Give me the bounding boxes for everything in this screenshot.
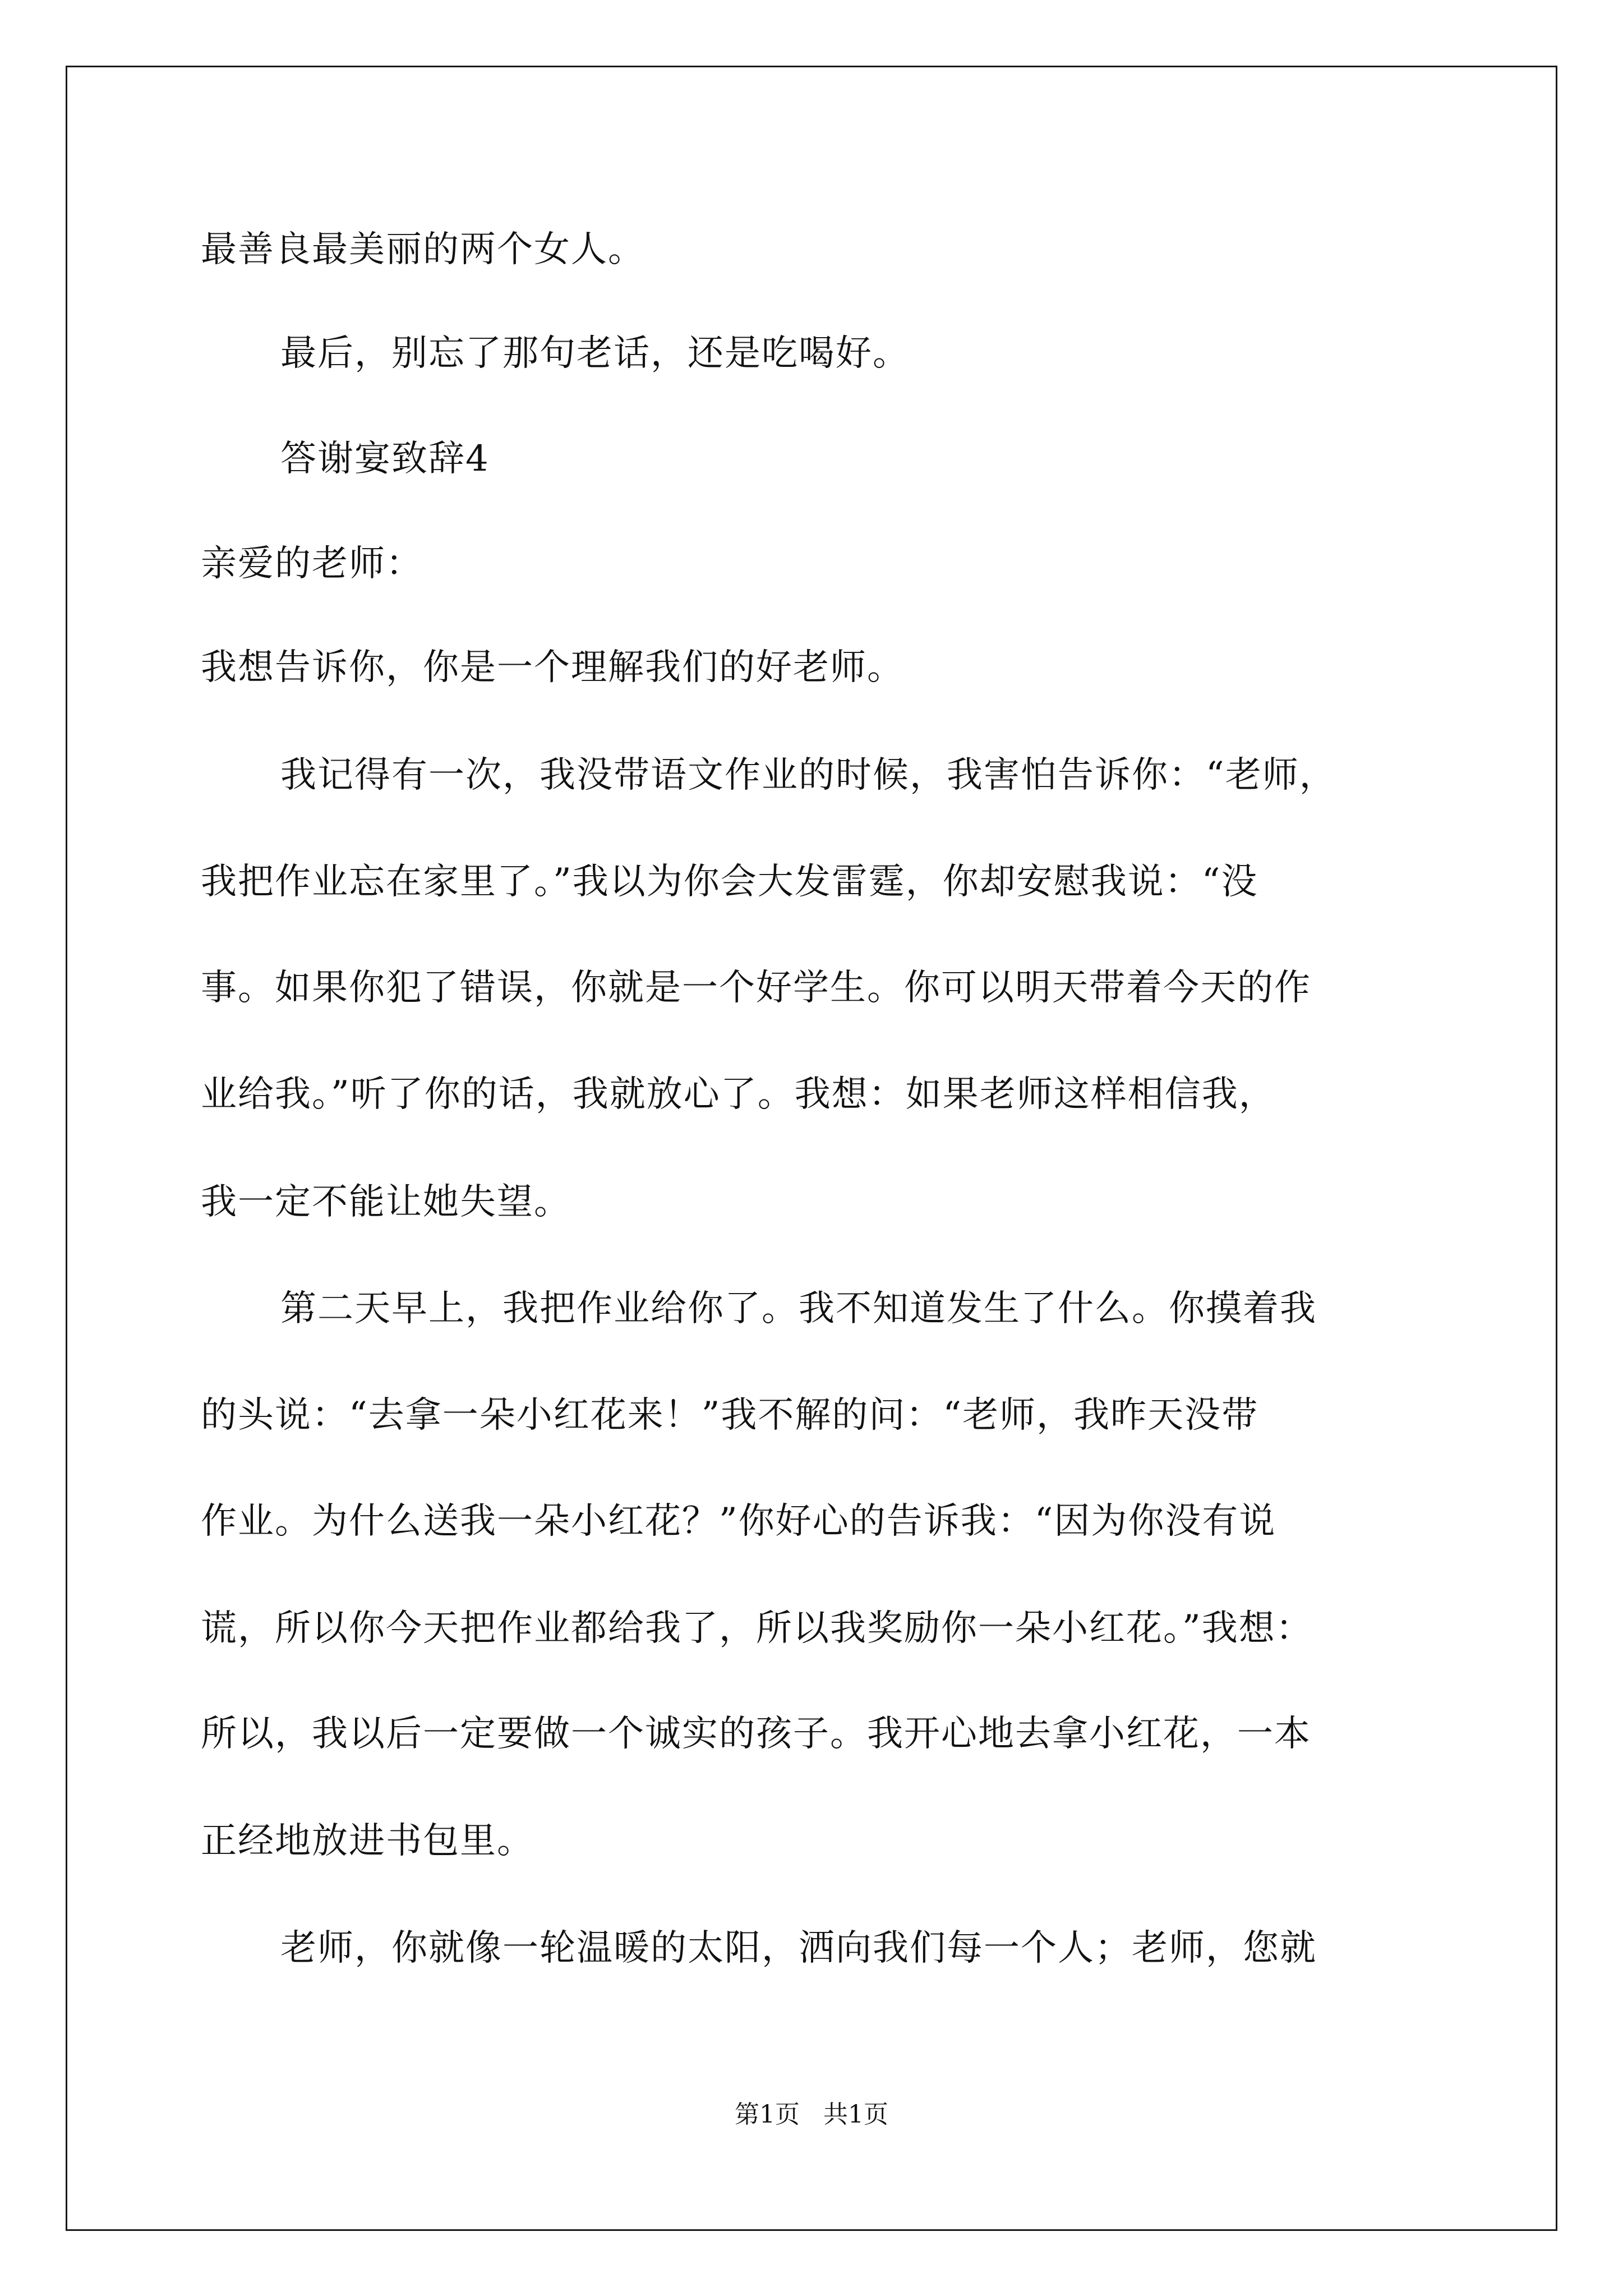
text-line: 我想告诉你，你是一个理解我们的好老师。 [201,647,904,688]
text-line: 所以，我以后一定要做一个诚实的孩子。我开心地去拿小红花，一本 [201,1713,1311,1755]
page-border [66,66,1557,2231]
section-heading: 答谢宴致辞4 [280,438,490,480]
text-line: 事。如果你犯了错误，你就是一个好学生。你可以明天带着今天的作 [201,967,1311,1009]
text-line: 业给我。”听了你的话，我就放心了。我想：如果老师这样相信我， [201,1074,1276,1115]
text-line: 的头说：“去拿一朵小红花来！”我不解的问：“老师，我昨天没带 [201,1395,1259,1436]
text-line: 我记得有一次，我没带语文作业的时候，我害怕告诉你：“老师， [280,754,1336,796]
text-line: 老师，你就像一轮温暖的太阳，洒向我们每一个人；老师，您就 [280,1927,1317,1969]
text-line: 第二天早上，我把作业给你了。我不知道发生了什么。你摸着我 [280,1288,1317,1329]
text-line: 作业。为什么送我一朵小红花？”你好心的告诉我：“因为你没有说 [201,1501,1276,1542]
salutation: 亲爱的老师： [201,543,423,585]
text-line: 最善良最美丽的两个女人。 [201,229,645,270]
text-line: 最后，别忘了那句老话，还是吃喝好。 [280,333,910,374]
page-number-footer: 第1页 共1页 [735,2100,888,2129]
text-line: 谎，所以你今天把作业都给我了，所以我奖励你一朵小红花。”我想： [201,1608,1313,1649]
text-line: 我把作业忘在家里了。”我以为你会大发雷霆，你却安慰我说：“没 [201,861,1258,903]
text-line: 正经地放进书包里。 [201,1820,534,1862]
text-line: 我一定不能让她失望。 [201,1181,571,1223]
